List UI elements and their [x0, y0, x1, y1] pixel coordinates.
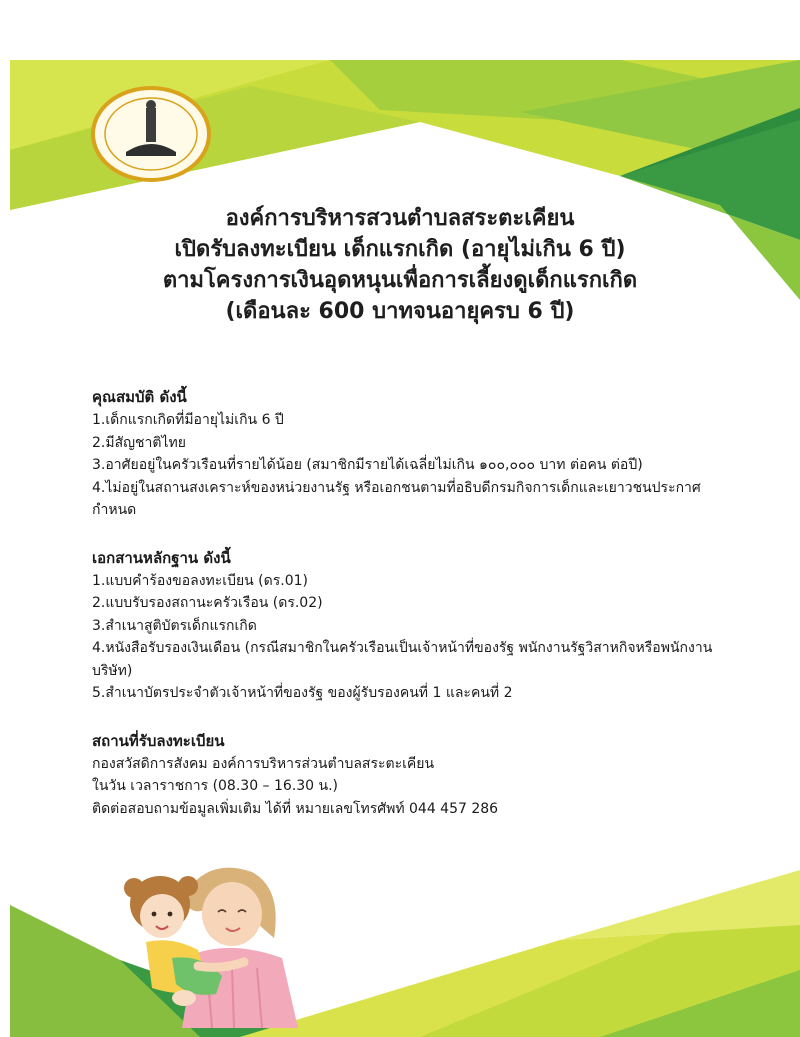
title-line-2: เปิดรับลงทะเบียน เด็กแรกเกิด (อายุไม่เกิน 6 ปี) [174, 237, 626, 262]
qualification-item: 3.อาศัยอยู่ในครัวเรือนที่รายได้น้อย (สมาชิกมีรายได้เฉลี่ยไม่เกิน ๑๐๐,๐๐๐ บาท ต่อคน ต่อปี) [92, 457, 643, 473]
qualifications-heading: คุณสมบัติ ดังนี้ [92, 388, 187, 406]
document-item: 4.หนังสือรับรองเงินเดือน (กรณีสมาชิกในครัวเรือนเป็นเจ้าหน้าที่ของรัฐ พนักงานรัฐวิสาหกิจหรือพนักงานบริษัท) [92, 640, 713, 679]
mother-child-illustration-icon [112, 858, 362, 1028]
title-line-3: ตามโครงการเงินอุดหนุนเพื่อการเลี้ยงดูเด็กแรกเกิด [162, 268, 638, 293]
document-item: 2.แบบรับรองสถานะครัวเรือน (ดร.02) [92, 595, 323, 611]
title-line-4: (เดือนละ 600 บาทจนอายุครบ 6 ปี) [225, 299, 575, 324]
registration-place-heading: สถานที่รับลงทะเบียน [92, 731, 225, 750]
document-item: 3.สำเนาสูติบัตรเด็กแรกเกิด [92, 617, 257, 634]
registration-place-line: กองสวัสดิการสังคม องค์การบริหารส่วนตำบลสระตะเคียน [92, 755, 435, 772]
announcement-title [120, 203, 680, 327]
announcement-body [92, 386, 732, 820]
document-item: 1.แบบคำร้องขอลงทะเบียน (ดร.01) [92, 572, 308, 589]
seal-logo-icon [86, 84, 216, 184]
documents-heading: เอกสานหลักฐาน ดังนี้ [92, 548, 231, 567]
qualification-item: 1.เด็กแรกเกิดที่มีอายุไม่เกิน 6 ปี [92, 412, 284, 428]
document-item: 5.สำเนาบัตรประจำตัวเจ้าหน้าที่ของรัฐ ของผู้รับรองคนที่ 1 และคนที่ 2 [92, 685, 513, 701]
registration-place-line: ในวัน เวลาราชการ (08.30 – 16.30 น.) [92, 778, 339, 794]
qualification-item: 2.มีสัญชาติไทย [92, 434, 186, 451]
qualification-item: 4.ไม่อยู่ในสถานสงเคราะห์ของหน่วยงานรัฐ หรือเอกชนตามที่อธิบดีกรมกิจการเด็กและเยาวชนประกาศกำหนด [92, 479, 701, 518]
contact-phone-line: ติดต่อสอบถามข้อมูลเพิ่มเติม ได้ที่ หมายเลขโทรศัพท์ 044 457 286 [92, 800, 499, 817]
title-line-1: องค์การบริหารสวนตำบลสระตะเคียน [225, 206, 575, 231]
